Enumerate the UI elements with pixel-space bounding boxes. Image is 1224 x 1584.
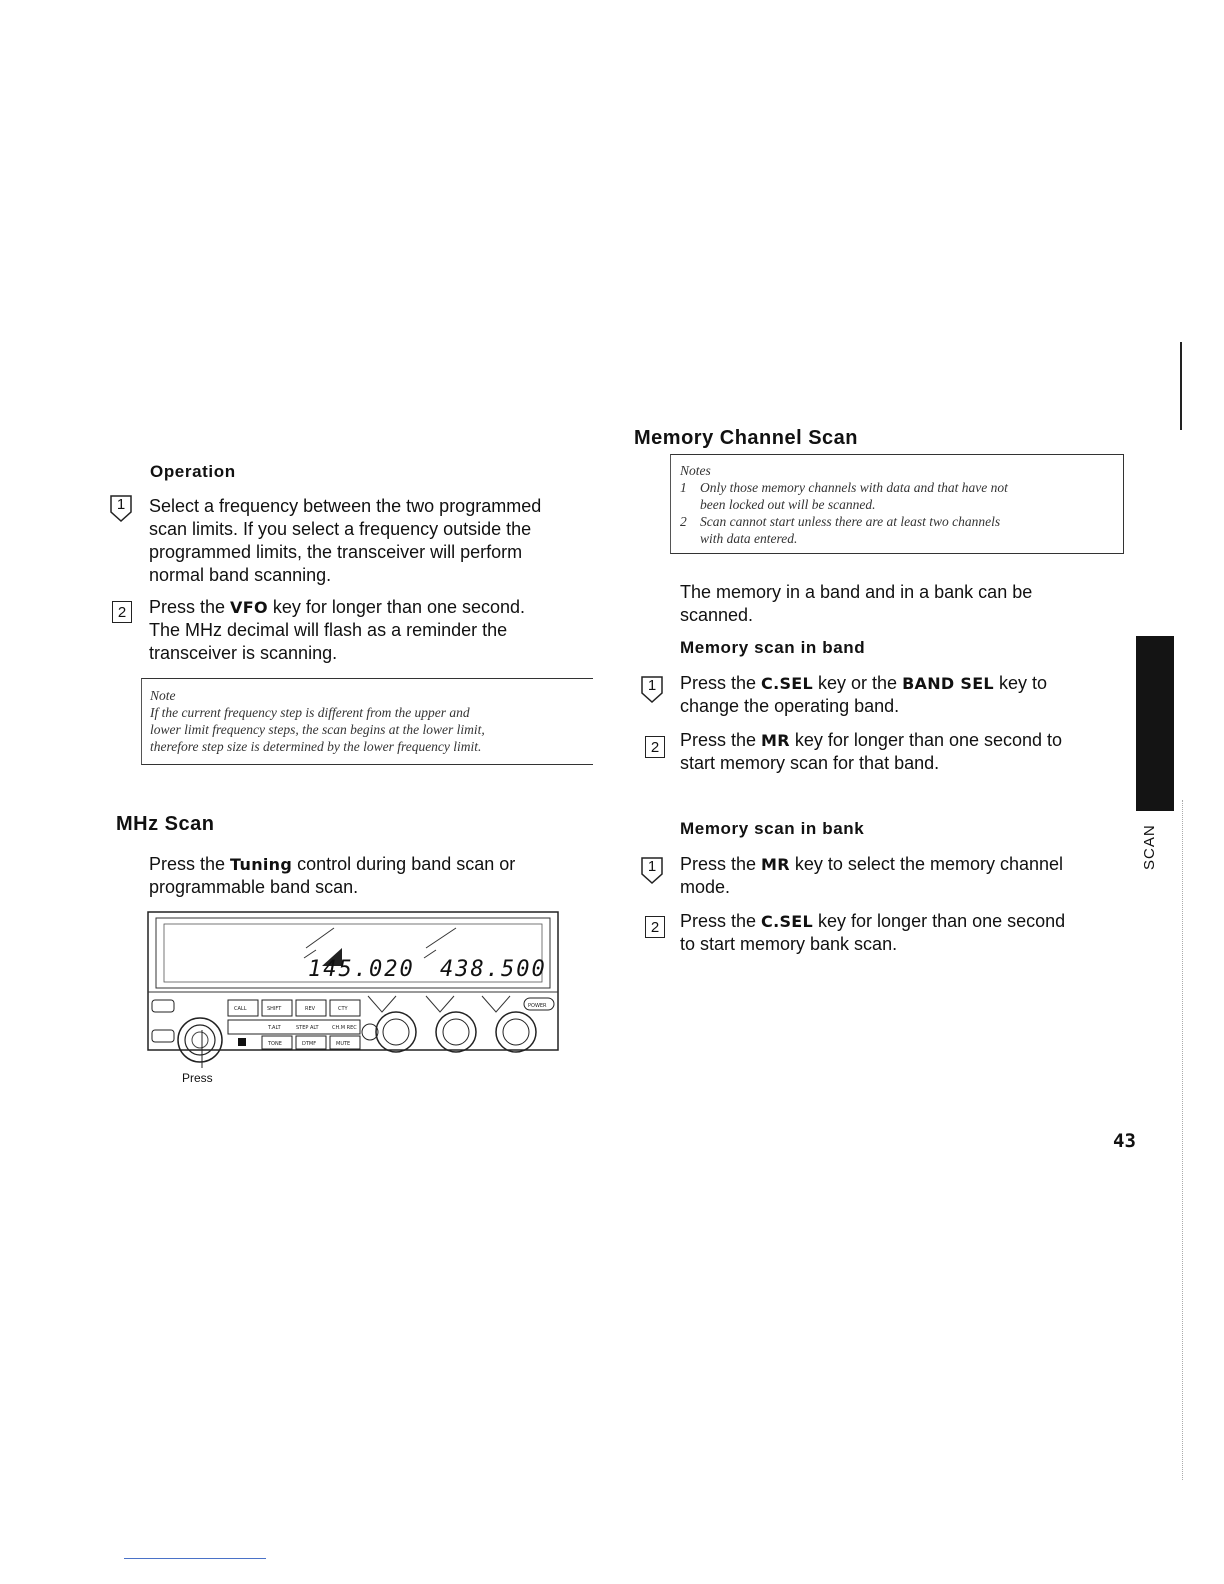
svg-text:REV: REV	[305, 1006, 316, 1012]
operation-step-1-text: Select a frequency between the two programmed scan limits. If you select a frequency outside the programmed limits, the transceiver will perform normal band scanning.	[149, 496, 542, 585]
mhz-scan-heading: MHz Scan	[116, 813, 215, 835]
svg-text:STEP ALT: STEP ALT	[296, 1025, 319, 1031]
band-step-2-marker: 2	[645, 736, 665, 758]
memory-scan-in-band-heading: Memory scan in band	[680, 638, 866, 657]
press-callout: Press	[182, 1071, 213, 1085]
page-number: 43	[1113, 1130, 1136, 1152]
left-knob	[178, 1018, 222, 1062]
knob-3	[496, 1012, 536, 1052]
step-2-marker: 2	[112, 601, 132, 623]
footer-rule	[124, 1558, 266, 1559]
svg-text:MUTE: MUTE	[336, 1041, 351, 1047]
note-item-2: 2 Scan cannot start unless there are at least two channels with data entered.	[680, 514, 1001, 546]
svg-text:CH.M REC: CH.M REC	[332, 1025, 357, 1031]
note-item-1: 1 Only those memory channels with data and that have not been locked out will be scanned.	[680, 480, 1008, 512]
transceiver-illustration	[146, 900, 566, 1095]
margin-rule	[1180, 342, 1182, 430]
svg-text:CALL: CALL	[234, 1006, 247, 1012]
section-tab-label: SCAN	[1141, 824, 1158, 870]
power-button-label: POWER	[528, 1003, 547, 1009]
edge-dotted-line	[1182, 800, 1183, 1480]
left-frequency-display: 145.020	[308, 957, 415, 982]
memory-notes-box	[670, 454, 1124, 554]
note-title: Note	[150, 688, 176, 703]
bank-step-2-text: Press the C.SEL key for longer than one second to start memory bank scan.	[680, 911, 1066, 954]
step-1-marker: 1	[110, 494, 132, 524]
mhz-scan-text: Press the Tuning control during band scan or programmable band scan.	[149, 854, 516, 897]
memory-intro-text: The memory in a band and in a bank can be scanned.	[680, 582, 1033, 625]
operation-heading: Operation	[150, 462, 236, 481]
bank-step-1-marker: 1	[641, 856, 663, 886]
svg-text:TONE: TONE	[268, 1041, 282, 1047]
knob-1	[376, 1012, 416, 1052]
operation-note-box: Note If the current frequency step is different from the upper and lower limit frequency steps, the scan begins at the lower limit, therefore step size is determined by the lower frequency limit.	[141, 678, 593, 765]
bank-step-1-text: Press the MR key to select the memory channel mode.	[680, 854, 1064, 897]
band-step-1-text: Press the C.SEL key or the BAND SEL key to change the operating band.	[680, 673, 1047, 716]
svg-text:T.ALT: T.ALT	[268, 1025, 281, 1031]
knob-2	[436, 1012, 476, 1052]
band-step-2-text: Press the MR key for longer than one second to start memory scan for that band.	[680, 730, 1063, 773]
svg-text:DTMF: DTMF	[302, 1041, 317, 1047]
bank-step-2-marker: 2	[645, 916, 665, 938]
memory-scan-in-bank-heading: Memory scan in bank	[680, 819, 865, 838]
band-step-1-marker: 1	[641, 675, 663, 705]
svg-text:CTY: CTY	[338, 1006, 348, 1012]
section-tab-bar	[1136, 636, 1174, 811]
notes-title: Notes	[680, 463, 711, 478]
button-grid	[228, 1000, 360, 1049]
memory-channel-scan-heading: Memory Channel Scan	[634, 427, 859, 449]
operation-step-2-text: Press the VFO key for longer than one second. The MHz decimal will flash as a reminder the transceiver is scanning.	[149, 597, 526, 663]
right-frequency-display: 438.500	[440, 957, 547, 982]
svg-text:SHIFT: SHIFT	[267, 1006, 282, 1012]
